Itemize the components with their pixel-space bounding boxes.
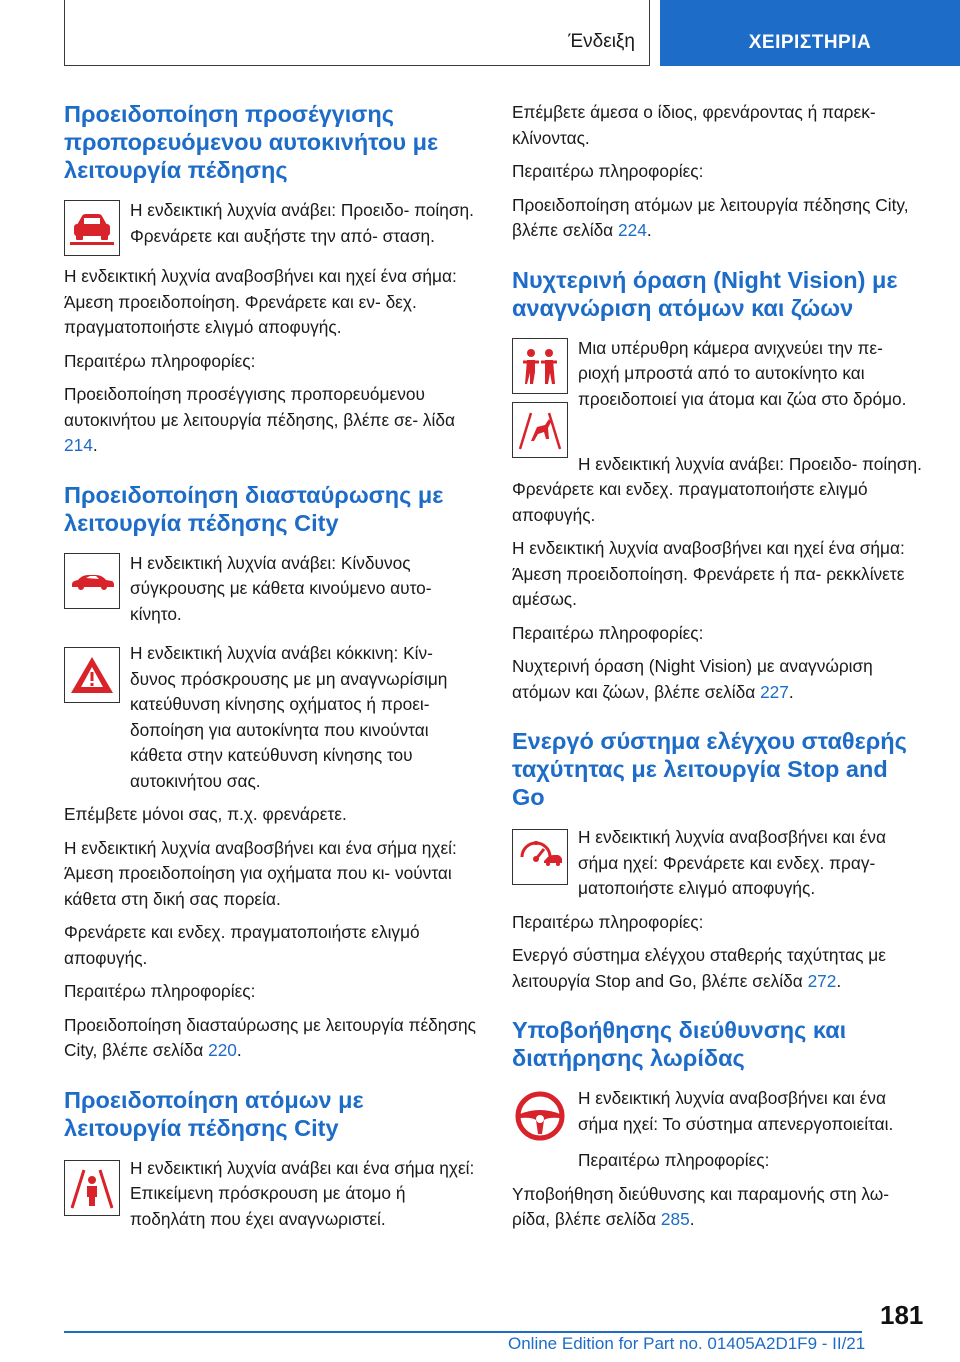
section-person-warning bbox=[64, 1086, 476, 1233]
person-warning-icon bbox=[64, 1160, 120, 1216]
reference: Υποβοήθηση διεύθυνσης και παραμονής στη λω- ρίδα, βλέπε σελίδα 285. bbox=[512, 1183, 890, 1229]
section-person-warning-continued bbox=[512, 100, 926, 244]
more-info-label: Περαιτέρω πληροφορίες: bbox=[64, 981, 256, 1001]
indicator-row bbox=[512, 825, 926, 902]
section-forward-collision bbox=[64, 100, 476, 459]
page-link[interactable]: 220 bbox=[208, 1040, 237, 1060]
paragraph: Επέμβετε μόνοι σας, π.χ. φρενάρετε. bbox=[64, 804, 347, 824]
reference-text: Προειδοποίηση προσέγγισης προπορευόμενου αυτοκινήτου με λειτουργία πέδησης, βλέπε σε- λίδα bbox=[64, 384, 455, 430]
page-link[interactable]: 224 bbox=[618, 220, 647, 240]
reference-text: Ενεργό σύστημα ελέγχου σταθερής ταχύτητας με λειτουργία Stop and Go, βλέπε σελίδα bbox=[512, 945, 886, 991]
page-link[interactable]: 214 bbox=[64, 435, 93, 455]
reference: Ενεργό σύστημα ελέγχου σταθερής ταχύτητας με λειτουργία Stop and Go, βλέπε σελίδα 272. bbox=[512, 945, 886, 991]
paragraph: Η ενδεικτική λυχνία αναβοσβήνει και ηχεί ένα σήμα: Άμεση προειδοποίηση. Φρενάρετε ή πα- ρεκκλίνετε αμέσως. bbox=[512, 538, 905, 609]
section-title: Προειδοποίηση διασταύρωσης με λειτουργία πέδησης City bbox=[64, 481, 444, 536]
indicator-row bbox=[64, 198, 476, 258]
indicator-row bbox=[512, 336, 926, 448]
pedestrians-night-vision-icon bbox=[512, 338, 568, 394]
reference-text: Νυχτερινή όραση (Night Vision) με αναγνώριση ατόμων και ζώων, βλέπε σελίδα bbox=[512, 656, 873, 702]
section-title: Προειδοποίηση ατόμων με λειτουργία πέδησης City bbox=[64, 1086, 364, 1141]
paragraph: Φρενάρετε και ενδεχ. πραγματοποιήστε ελιγμό αποφυγής. bbox=[64, 922, 420, 968]
reference-text: Προειδοποίηση διασταύρωσης με λειτουργία πέδησης City, βλέπε σελίδα bbox=[64, 1014, 476, 1060]
animal-night-vision-icon bbox=[512, 402, 568, 458]
indicator-text: Η ενδεικτική λυχνία αναβοσβήνει και ένα σήμα ηχεί: Το σύστημα απενεργοποιείται. bbox=[578, 1088, 894, 1134]
paragraph: Η ενδεικτική λυχνία αναβοσβήνει και ένα σήμα ηχεί: Άμεση προειδοποίηση για οχήματα που κι- νούνται κάθετα στη δική σας πορεία. bbox=[64, 837, 457, 909]
page-number: 181 bbox=[880, 1300, 924, 1330]
page-link[interactable]: 285 bbox=[660, 1209, 690, 1229]
footer-divider bbox=[64, 1331, 862, 1333]
reference: Νυχτερινή όραση (Night Vision) με αναγνώριση ατόμων και ζώων, βλέπε σελίδα 227. bbox=[512, 656, 873, 702]
indicator-row bbox=[64, 641, 476, 794]
section-title: Υποβοήθησης διεύθυνσης και διατήρησης λωρίδας bbox=[512, 1017, 847, 1071]
paragraph: Επέμβετε άμεσα ο ίδιος, φρενάροντας ή παρεκ- κλίνοντας. bbox=[512, 102, 876, 148]
footer-edition: Online Edition for Part no. 01405A2D1F9 - II/21 bbox=[508, 1334, 866, 1353]
reference-text: Υποβοήθηση διεύθυνσης και παραμονής στη λω- ρίδα, βλέπε σελίδα bbox=[512, 1183, 890, 1229]
more-info-label: Περαιτέρω πληροφορίες: bbox=[512, 911, 704, 932]
reference: Προειδοποίηση προσέγγισης προπορευόμενου αυτοκινήτου με λειτουργία πέδησης, βλέπε σε- λίδα 214. bbox=[64, 384, 455, 455]
more-info-label: Περαιτέρω πληροφορίες: bbox=[512, 161, 704, 181]
reference: Προειδοποίηση ατόμων με λειτουργία πέδησης City, βλέπε σελίδα 224. bbox=[512, 194, 909, 240]
cross-traffic-car-icon bbox=[64, 553, 120, 609]
right-column bbox=[512, 100, 926, 1255]
section-title: Προειδοποίηση προσέγγισης προπορευόμενου αυτοκινήτου με λειτουργία πέδησης bbox=[64, 101, 439, 183]
indicator-text: Η ενδεικτική λυχνία ανάβει: Προειδο- ποίηση. Φρενάρετε και αυξήστε την από- σταση. bbox=[130, 200, 474, 246]
indicator-text: Η ενδεικτική λυχνία αναβοσβήνει και ένα σήμα ηχεί: Φρενάρετε και ενδεχ. πραγ- ματοποιήστε ελιγμό αποφυγής. bbox=[578, 827, 886, 898]
more-info-label: Περαιτέρω πληροφορίες: bbox=[512, 622, 704, 643]
steering-wheel-warning-icon bbox=[512, 1088, 568, 1144]
chapter-tab bbox=[660, 0, 960, 66]
stop-go-braking-icon bbox=[512, 829, 568, 885]
reference: Προειδοποίηση διασταύρωσης με λειτουργία πέδησης City, βλέπε σελίδα 220. bbox=[64, 1014, 476, 1060]
paragraph: Η ενδεικτική λυχνία αναβοσβήνει και ηχεί ένα σήμα: Άμεση προειδοποίηση. Φρενάρετε και εν- δεχ. πραγματοποιήστε ελιγμό αποφυγής. bbox=[64, 266, 457, 337]
indicator-text: Η ενδεικτική λυχνία ανάβει και ένα σήμα ηχεί: Επικείμενη πρόσκρουση με άτομο ή ποδηλάτη που έχει αναγνωριστεί. bbox=[130, 1157, 475, 1229]
more-info-label: Περαιτέρω πληροφορίες: bbox=[578, 1150, 770, 1170]
section-lane-keeping bbox=[512, 1016, 926, 1233]
car-warning-icon bbox=[64, 200, 120, 256]
page-link[interactable]: 272 bbox=[807, 970, 837, 991]
indicator-text: Η ενδεικτική λυχνία ανάβει κόκκινη: Κίν- δυνος πρόσκρουσης με μη αναγνωρίσιμη κατεύθυνση κίνησης οχήματος ή προει- δοποίηση για αυτοκίνητα που κινούνται κάθετα στην κατεύθυνση κίνησης του αυτοκινήτου σας. bbox=[130, 643, 448, 791]
indicator-row bbox=[512, 1086, 926, 1146]
indicator-text: Η ενδεικτική λυχνία ανάβει: Κίνδυνος σύγκρουσης με κάθετα κινούμενο αυτο- κίνητο. bbox=[130, 552, 432, 624]
section-title: Ενεργό σύστημα ελέγχου σταθερής ταχύτητας με λειτουργία Stop and Go bbox=[512, 728, 907, 810]
page-link[interactable]: 227 bbox=[760, 681, 789, 702]
reference-text: Προειδοποίηση ατόμων με λειτουργία πέδησης City, βλέπε σελίδα bbox=[512, 194, 909, 240]
warning-triangle-icon bbox=[64, 647, 120, 703]
section-cross-traffic bbox=[64, 481, 476, 1064]
section-stop-and-go bbox=[512, 727, 926, 994]
section-title: Νυχτερινή όραση (Night Vision) με αναγνώριση ατόμων και ζώων bbox=[512, 266, 898, 321]
left-column bbox=[64, 100, 476, 1254]
more-info-label: Περαιτέρω πληροφορίες: bbox=[64, 350, 256, 371]
page-header bbox=[64, 0, 960, 66]
chapter-label: ΧΕΙΡΙΣΤΗΡΙΑ bbox=[748, 32, 872, 53]
section-night-vision bbox=[512, 266, 926, 706]
indicator-row bbox=[64, 551, 476, 628]
section-label: Ένδειξη bbox=[568, 31, 635, 52]
section-tab bbox=[64, 0, 650, 66]
paragraph: Η ενδεικτική λυχνία ανάβει: Προειδο- ποίηση. Φρενάρετε και ενδεχ. πραγματοποιήστε ελιγμό αποφυγής. bbox=[512, 453, 922, 525]
indicator-text: Μια υπέρυθρη κάμερα ανιχνεύει την πε- ριοχή μπροστά από το αυτοκίνητο και προειδοποιεί για άτομα και ζώα στο δρόμο. bbox=[578, 337, 907, 409]
indicator-row bbox=[64, 1156, 476, 1233]
